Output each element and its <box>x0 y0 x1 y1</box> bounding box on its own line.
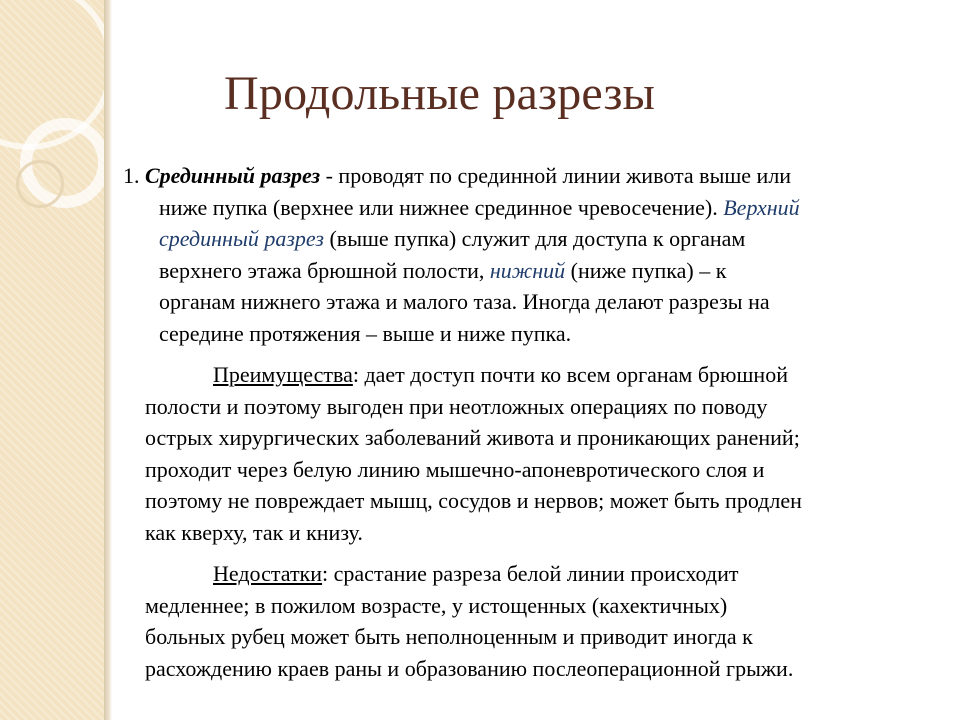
text-line: органам нижнего этажа и малого таза. Иногда делают разрезы на <box>159 289 770 314</box>
highlight-upper: Верхний <box>723 194 800 220</box>
list-item-median-incision <box>123 160 943 349</box>
decorative-ring <box>16 160 64 208</box>
text-line: острых хирургических заболеваний живота и проникающих ранений; <box>145 425 800 450</box>
highlight-upper-cont: срединный разрез <box>159 226 324 251</box>
text-span: (выше пупка) служит для доступа к органам <box>323 226 746 251</box>
sidebar-edge <box>104 0 112 720</box>
text-line <box>145 359 945 391</box>
text-line <box>123 192 943 224</box>
slide-title: Продольные разрезы <box>224 67 656 120</box>
text-line <box>145 558 945 590</box>
advantages-paragraph <box>145 359 945 548</box>
highlight-lower: нижний <box>489 257 566 283</box>
text-span: : срастание разреза белой линии происходит <box>322 561 739 586</box>
text-span: ниже пупка (верхнее или нижнее срединное чревосечение). <box>159 194 724 220</box>
text-line: полости и поэтому выгоден при неотложных операциях по поводу <box>145 393 768 419</box>
advantages-label: Преимущества <box>213 362 353 387</box>
text-line <box>123 160 943 192</box>
text-line: медленнее; в пожилом возрасте, у истощенных (кахектичных) <box>145 592 728 618</box>
text-line: проходит через белую линию мышечно-апоневротического слоя и <box>145 456 765 482</box>
text-span: верхнего этажа брюшной полости, <box>159 257 490 283</box>
text-span: - проводят по срединной линии живота выше или <box>320 163 792 188</box>
item-number: 1. <box>123 163 140 188</box>
text-line: расхождению краев раны и образованию послеоперационной грыжи. <box>145 655 794 681</box>
text-line: поэтому не повреждает мышц, сосудов и нервов; может быть продлен <box>145 488 802 513</box>
text-span: : дает доступ почти ко всем органам брюшной <box>352 362 788 387</box>
text-line <box>123 223 943 255</box>
text-line: середине протяжения – выше и ниже пупка. <box>159 320 572 346</box>
disadvantages-label: Недостатки <box>213 561 323 586</box>
text-span: (ниже пупка) – к <box>565 257 727 283</box>
disadvantages-paragraph <box>145 558 945 684</box>
decorative-sidebar <box>0 0 104 720</box>
term-median-incision: Срединный разрез <box>145 163 321 188</box>
text-line <box>123 255 943 287</box>
text-line: больных рубец может быть неполноценным и приводит иногда к <box>145 624 753 649</box>
text-line: как кверху, так и книзу. <box>145 519 363 545</box>
